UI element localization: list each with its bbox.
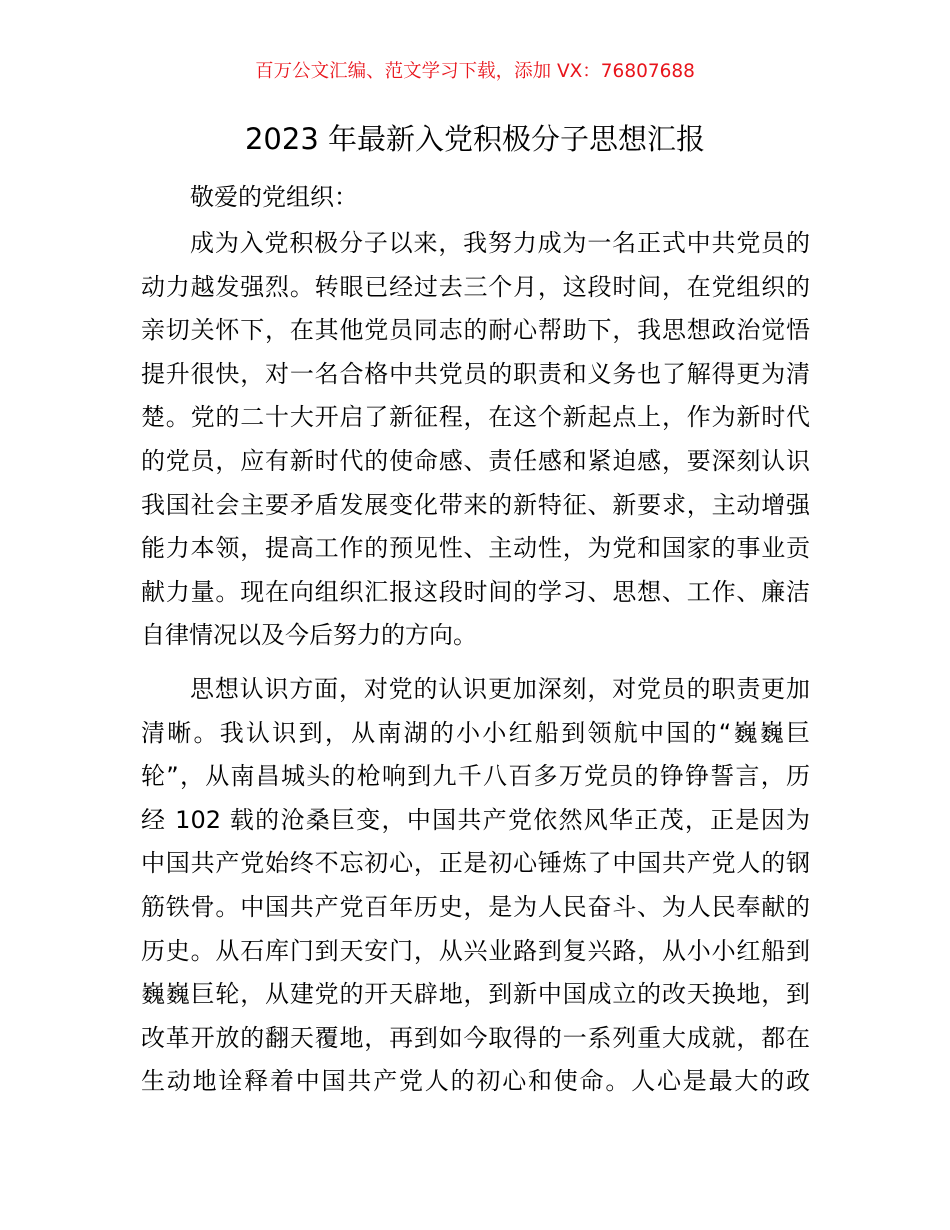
text-line: 改革开放的翻天覆地，再到如今取得的一系列重大成就，都在 [141,1023,810,1052]
text-line: 献力量。现在向组织汇报这段时间的学习、思想、工作、廉洁 [141,577,810,606]
text-line: 中国共产党始终不忘初心，正是初心锤炼了中国共产党人的钢 [141,849,810,878]
text-line: 楚。党的二十大开启了新征程，在这个新起点上，作为新时代 [141,403,810,432]
text-line: 清晰。我认识到，从南湖的小小红船到领航中国的“巍巍巨 [141,718,810,747]
text-line: 巍巍巨轮，从建党的开天辟地，到新中国成立的改天换地，到 [141,980,810,1009]
document-title: 2023 年最新入党积极分子思想汇报 [244,122,706,156]
text-line: 思想认识方面，对党的认识更加深刻，对党员的职责更加 [190,675,810,703]
text-line: 生动地诠释着中国共产党人的初心和使命。人心是最大的政 [141,1067,810,1096]
text-line: 的党员，应有新时代的使命感、责任感和紧迫感，要深刻认识 [141,446,810,475]
text-line: 提升很快，对一名合格中共党员的职责和义务也了解得更为清 [141,359,810,388]
salutation: 敬爱的党组织： [190,183,358,211]
text-line: 自律情况以及今后努力的方向。 [141,621,477,650]
paragraph-1 [141,222,810,658]
text-line: 我国社会主要矛盾发展变化带来的新特征、新要求，主动增强 [141,490,810,519]
text-line: 筋铁骨。中国共产党百年历史，是为人民奋斗、为人民奉献的 [141,892,810,921]
text-line: 经 102 载的沧桑巨变，中国共产党依然风华正茂，正是因为 [141,805,810,834]
text-line: 亲切关怀下，在其他党员同志的耐心帮助下，我思想政治觉悟 [141,316,810,345]
text-line: 成为入党积极分子以来，我努力成为一名正式中共党员的 [190,229,810,257]
promo-header: 百万公文汇编、范文学习下载，添加 VX：76807688 [255,61,695,82]
text-line: 轮”，从南昌城头的枪响到九千八百多万党员的铮铮誓言，历 [141,762,810,791]
text-line: 历史。从石库门到天安门，从兴业路到复兴路，从小小红船到 [141,936,810,965]
text-line: 能力本领，提高工作的预见性、主动性，为党和国家的事业贡 [141,534,810,563]
text-line: 动力越发强烈。转眼已经过去三个月，这段时间，在党组织的 [141,272,810,301]
paragraph-2 [141,668,810,1104]
